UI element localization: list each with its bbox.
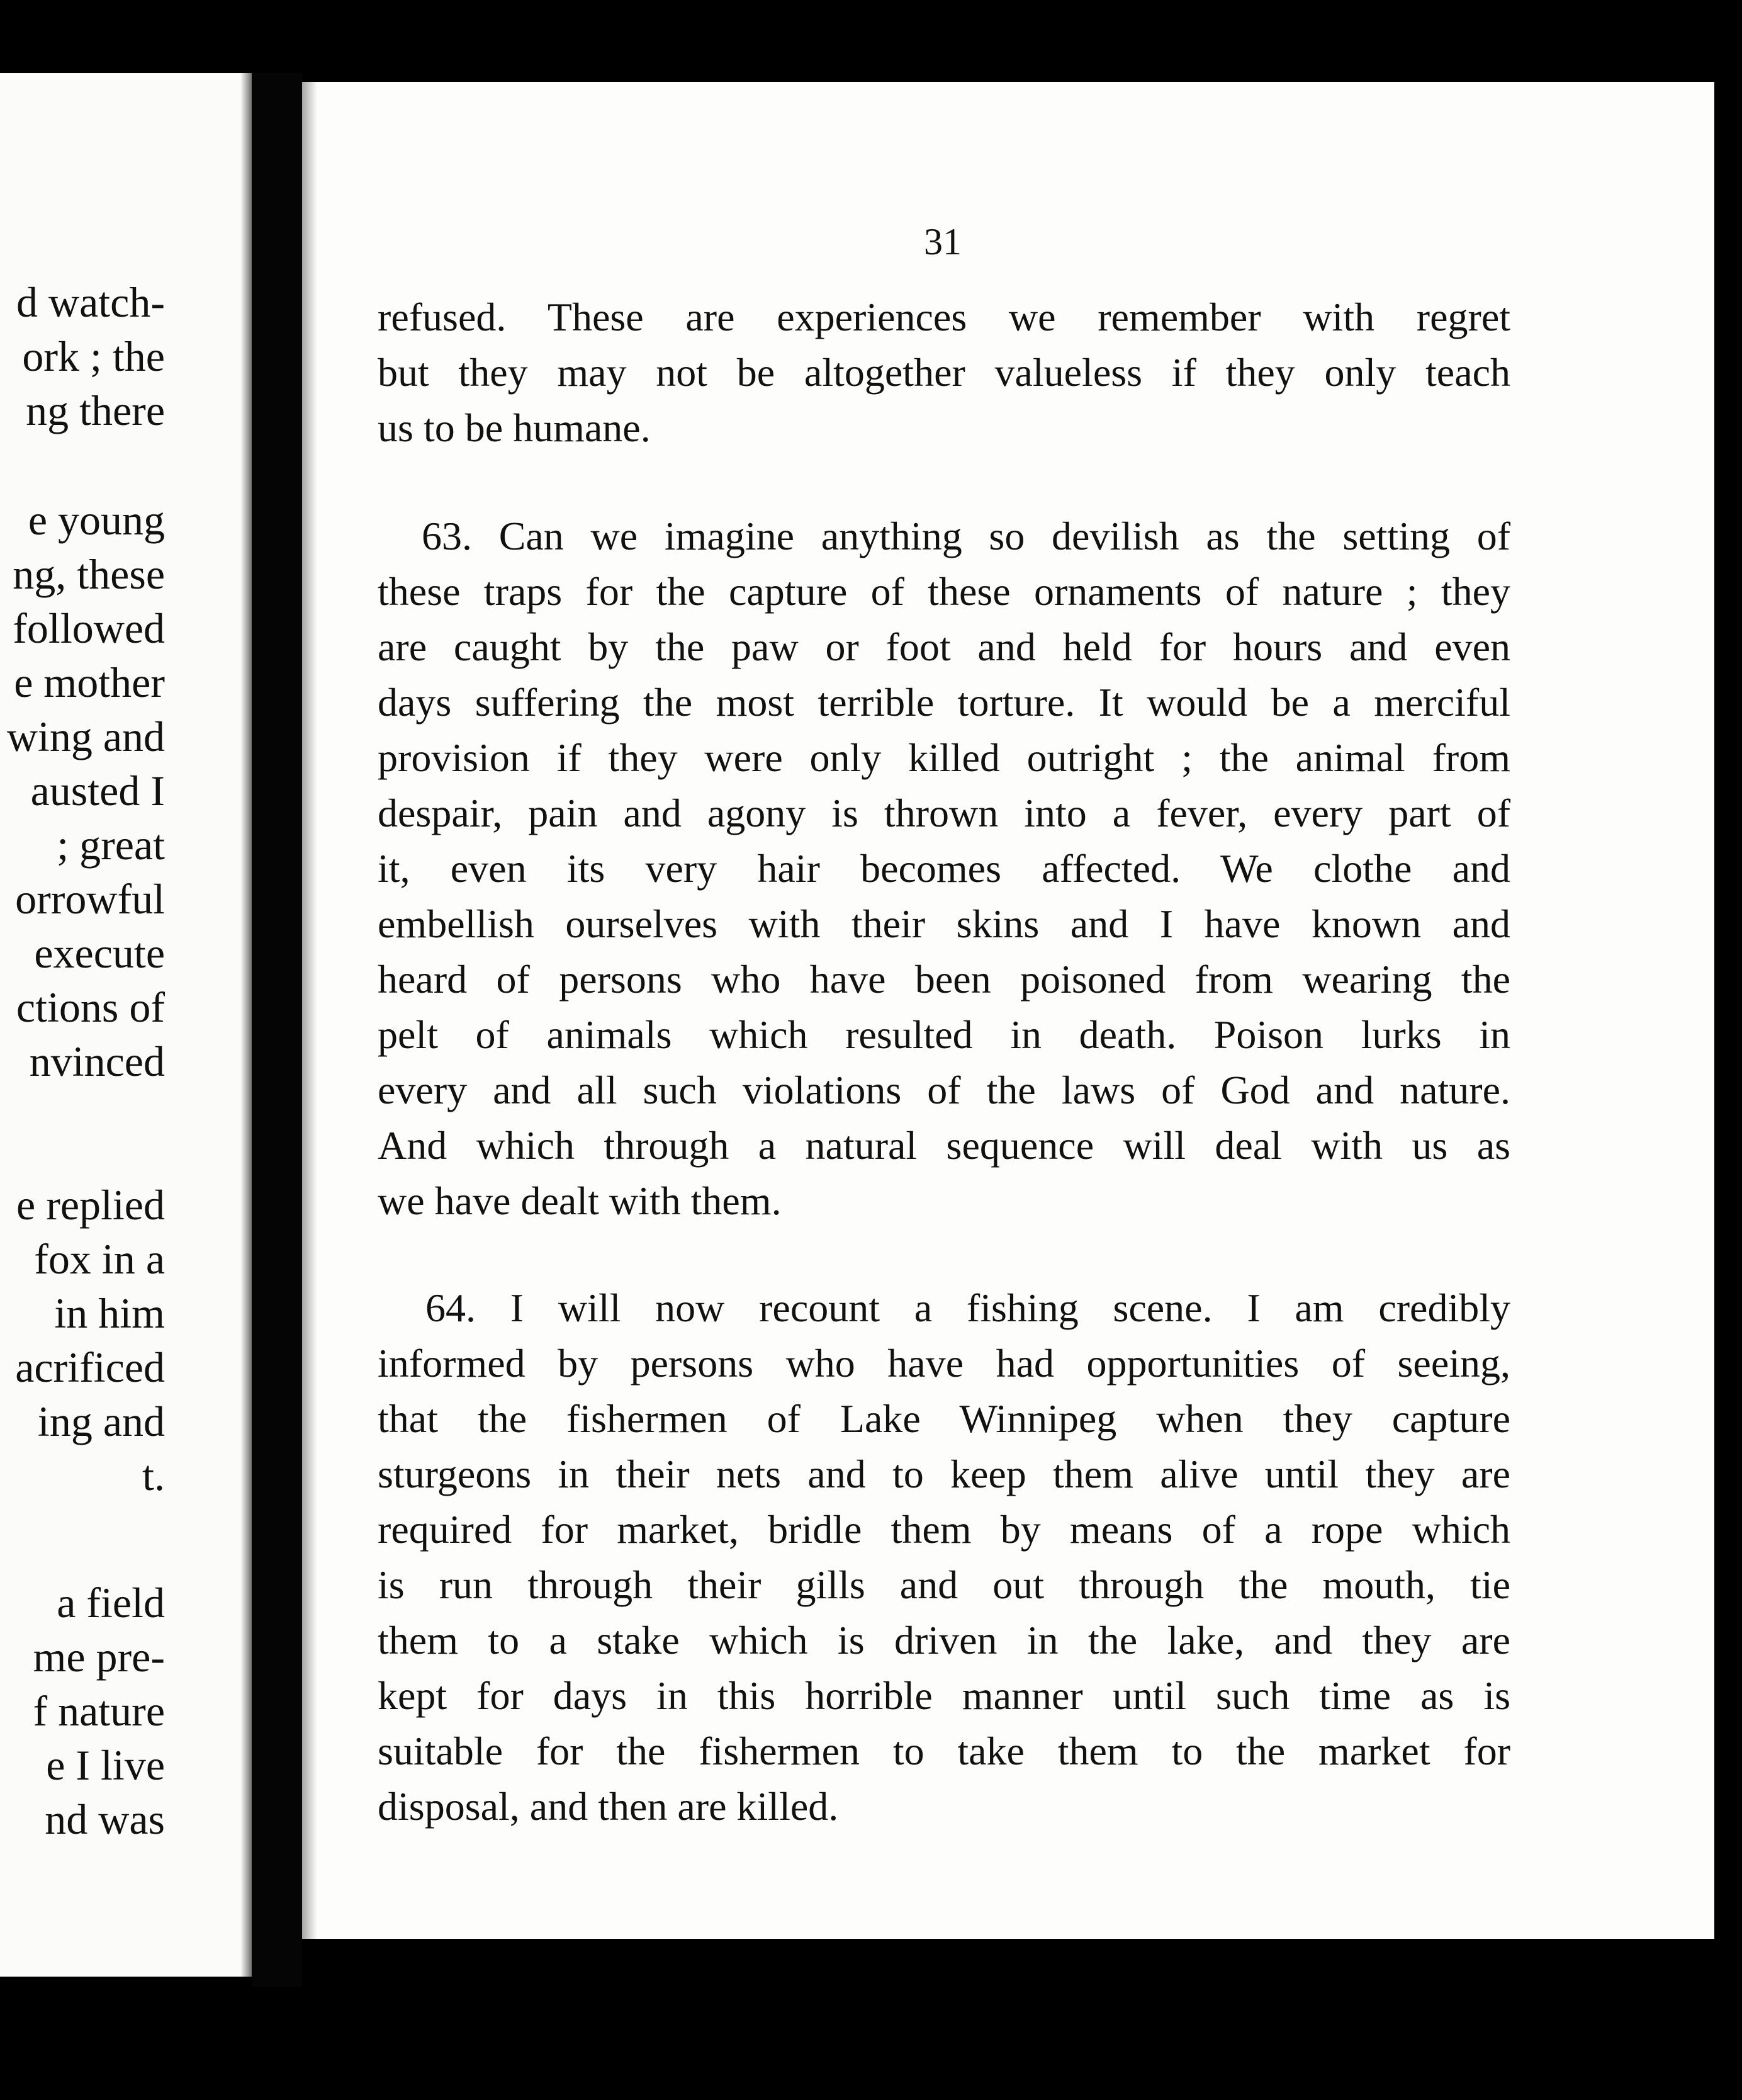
left-page-line: ng, these [13, 550, 165, 598]
text-line: embellish ourselves with their skins and I have known and [378, 901, 1510, 946]
text-line: that the fishermen of Lake Winnipeg when they capture [378, 1396, 1510, 1441]
left-page-line: austed I [30, 767, 165, 815]
left-page-line: t. [142, 1452, 165, 1499]
text-line: every and all such violations of the laws of God and nature. [378, 1068, 1510, 1112]
text-line: refused. These are experiences we remember with regret [378, 295, 1510, 339]
left-page-line: acrificed [15, 1343, 165, 1391]
left-page-line: ing and [37, 1397, 165, 1445]
left-page-line: e mother [14, 658, 165, 706]
left-page-line: ork ; the [22, 332, 165, 380]
left-page-line: f nature [33, 1687, 165, 1735]
left-page-shadow [240, 73, 252, 1977]
right-page-shadow [302, 82, 317, 1939]
text-line: sturgeons in their nets and to keep them alive until they are [378, 1452, 1510, 1496]
text-line: them to a stake which is driven in the lake, and they are [378, 1618, 1510, 1662]
text-line: 64. I will now recount a fishing scene. I am credibly [425, 1285, 1510, 1330]
left-page-line: ng there [26, 387, 165, 434]
left-page-line: nvinced [29, 1037, 165, 1085]
text-line: 63. Can we imagine anything so devilish as the setting of [422, 514, 1510, 558]
left-page-line: fox in a [34, 1235, 165, 1283]
left-page-line: followed [13, 604, 165, 652]
left-page-line: e I live [46, 1741, 165, 1789]
left-page-line: ; great [57, 821, 165, 869]
page-number: 31 [924, 221, 962, 262]
text-line: informed by persons who have had opportunities of seeing, [378, 1341, 1510, 1386]
text-line: required for market, bridle them by means of a rope which [378, 1507, 1510, 1552]
left-page-line: me pre- [33, 1633, 165, 1681]
left-page-line: wing and [6, 713, 165, 760]
left-page-line: ctions of [16, 983, 165, 1031]
text-line: we have dealt with them. [378, 1178, 782, 1223]
left-page-line: in him [54, 1289, 165, 1337]
left-page [0, 73, 252, 1977]
text-line: us to be humane. [378, 405, 651, 450]
text-line: despair, pain and agony is thrown into a fever, every part of [378, 791, 1510, 835]
left-page-line: a field [57, 1579, 165, 1627]
text-line: pelt of animals which resulted in death. Poison lurks in [378, 1012, 1510, 1057]
text-line: suitable for the fishermen to take them to the market for [378, 1729, 1510, 1773]
text-line: kept for days in this horrible manner until such time as is [378, 1673, 1510, 1718]
text-line: provision if they were only killed outright ; the animal from [378, 735, 1510, 780]
left-page-line: e replied [16, 1181, 165, 1229]
text-line: heard of persons who have been poisoned from wearing the [378, 957, 1510, 1002]
text-line: disposal, and then are killed. [378, 1784, 839, 1829]
text-line: these traps for the capture of these ornaments of nature ; they [378, 569, 1510, 614]
left-page-line: nd was [45, 1795, 165, 1843]
left-page-line: orrowful [15, 875, 165, 923]
text-line: And which through a natural sequence will deal with us as [378, 1123, 1510, 1168]
text-line: are caught by the paw or foot and held for hours and even [378, 624, 1510, 669]
left-page-line: e young [28, 496, 165, 544]
left-page-line: d watch- [16, 278, 165, 326]
text-line: it, even its very hair becomes affected. We clothe and [378, 846, 1510, 891]
left-page-line: execute [34, 929, 165, 977]
text-line: days suffering the most terrible torture. It would be a merciful [378, 680, 1510, 725]
text-line: is run through their gills and out through the mouth, tie [378, 1562, 1510, 1607]
text-line: but they may not be altogether valueless if they only teach [378, 350, 1510, 395]
book-gutter [252, 73, 302, 1987]
